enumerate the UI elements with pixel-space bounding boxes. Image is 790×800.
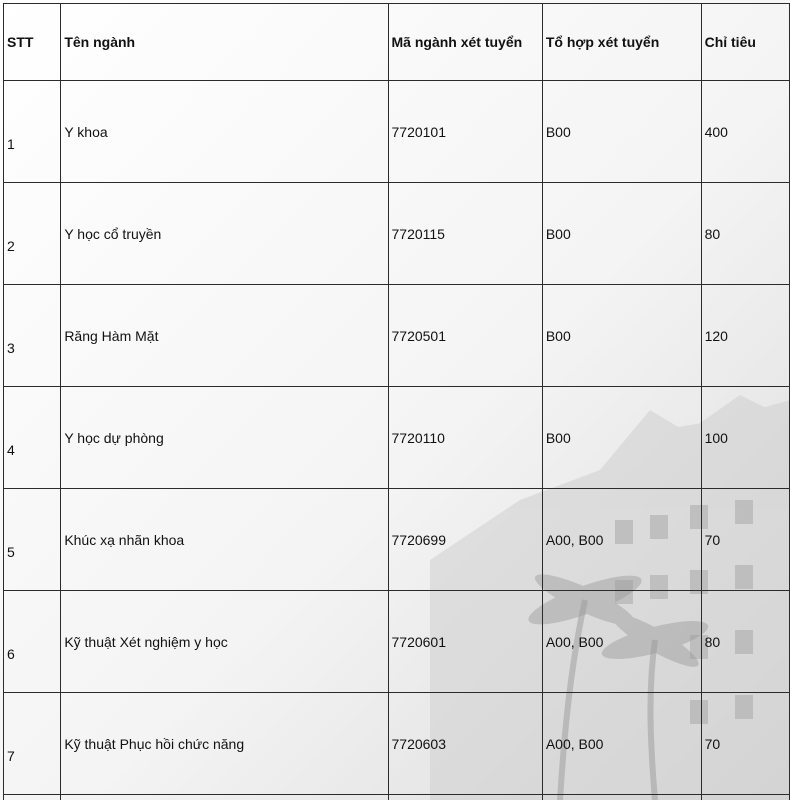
cell-stt: 4 <box>4 387 61 489</box>
cell-empty <box>701 795 789 800</box>
cell-stt: 1 <box>4 81 61 183</box>
cell-combination: B00 <box>542 81 701 183</box>
header-code: Mã ngành xét tuyển <box>388 4 542 81</box>
cell-stt: 6 <box>4 591 61 693</box>
cell-empty <box>388 795 542 800</box>
cell-stt: 2 <box>4 183 61 285</box>
cell-code: 7720501 <box>388 285 542 387</box>
header-stt: STT <box>4 4 61 81</box>
cell-quota: 70 <box>701 693 789 795</box>
table-row <box>4 81 790 183</box>
cell-name: Kỹ thuật Phục hồi chức năng <box>61 693 388 795</box>
admissions-table <box>3 3 790 800</box>
cell-stt: 5 <box>4 489 61 591</box>
header-quota: Chỉ tiêu <box>701 4 789 81</box>
table-row <box>4 591 790 693</box>
cell-name: Y khoa <box>61 81 388 183</box>
cell-code: 7720110 <box>388 387 542 489</box>
cell-quota: 120 <box>701 285 789 387</box>
cell-code: 7720699 <box>388 489 542 591</box>
cell-empty <box>61 795 388 800</box>
table-row <box>4 183 790 285</box>
cell-quota: 70 <box>701 489 789 591</box>
table-row <box>4 489 790 591</box>
cell-combination: B00 <box>542 387 701 489</box>
table-header-row <box>4 4 790 81</box>
cell-name: Răng Hàm Mặt <box>61 285 388 387</box>
table-row <box>4 285 790 387</box>
cell-name: Y học cổ truyền <box>61 183 388 285</box>
cell-stt: 3 <box>4 285 61 387</box>
cell-combination: B00 <box>542 285 701 387</box>
cell-code: 7720115 <box>388 183 542 285</box>
table-row <box>4 693 790 795</box>
table-row <box>4 387 790 489</box>
cell-quota: 100 <box>701 387 789 489</box>
cell-quota: 80 <box>701 183 789 285</box>
header-combination: Tổ hợp xét tuyển <box>542 4 701 81</box>
cell-quota: 400 <box>701 81 789 183</box>
cell-combination: B00 <box>542 183 701 285</box>
cell-quota: 80 <box>701 591 789 693</box>
cell-name: Kỹ thuật Xét nghiệm y học <box>61 591 388 693</box>
cell-combination: A00, B00 <box>542 489 701 591</box>
cell-code: 7720101 <box>388 81 542 183</box>
cell-name: Y học dự phòng <box>61 387 388 489</box>
cell-name: Khúc xạ nhãn khoa <box>61 489 388 591</box>
cell-empty <box>4 795 61 800</box>
cell-empty <box>542 795 701 800</box>
cell-combination: A00, B00 <box>542 693 701 795</box>
cell-combination: A00, B00 <box>542 591 701 693</box>
cell-stt: 7 <box>4 693 61 795</box>
table-row-partial <box>4 795 790 800</box>
cell-code: 7720601 <box>388 591 542 693</box>
cell-code: 7720603 <box>388 693 542 795</box>
header-name: Tên ngành <box>61 4 388 81</box>
